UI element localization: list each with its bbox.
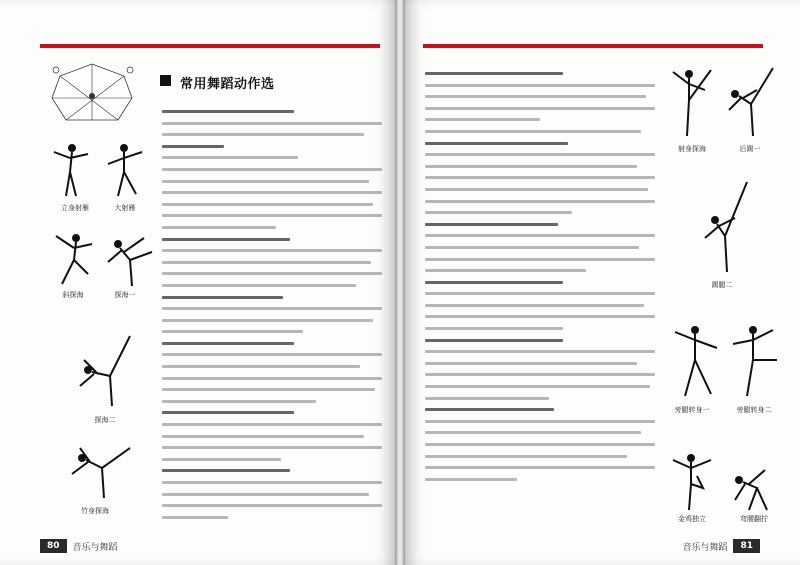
caption-turn-one: 旁腿转身一 (674, 406, 710, 414)
caption-turn-two: 旁腿转身二 (736, 406, 772, 414)
right-page (405, 0, 800, 565)
right-footer (682, 539, 760, 553)
figure-stand-shoot (48, 140, 96, 202)
caption-slant: 斜探海 (62, 291, 84, 299)
title-bullet-square (160, 75, 171, 86)
caption-ride-explore: 射身探海 (678, 145, 706, 153)
caption-explore-one: 探海一 (114, 291, 136, 299)
figure-side-explore (66, 440, 136, 504)
caption-stand: 立身射雁 (61, 204, 89, 212)
figure-bend-twist (727, 458, 783, 514)
figure-back-one (723, 64, 777, 140)
caption-bend-twist: 弯腰翻拧 (740, 515, 768, 523)
right-page-number: 81 (733, 539, 760, 553)
left-book-title: 音乐与舞蹈 (72, 542, 118, 553)
right-red-bar (423, 44, 763, 48)
figure-ride-explore (667, 64, 717, 140)
figure-turn-one (667, 320, 721, 400)
figure-big-jump (100, 140, 150, 202)
figure-explore-one (98, 230, 154, 290)
figure-turn-two (727, 320, 781, 400)
figure-back-two (695, 176, 755, 276)
caption-golden-rooster: 金鸡独立 (678, 515, 706, 523)
left-footer (40, 539, 118, 553)
left-page (0, 0, 395, 565)
figure-golden-rooster (667, 450, 717, 514)
left-text-column (162, 110, 382, 527)
book-gutter (395, 0, 405, 565)
figure-explore-two (74, 330, 140, 410)
caption-explore-two: 探海二 (94, 416, 116, 424)
figure-slant (48, 230, 98, 290)
section-title-text: 常用舞蹈动作选 (180, 77, 275, 92)
caption-back-one: 后踢一 (739, 145, 761, 153)
right-book-title: 音乐与舞蹈 (682, 542, 728, 553)
direction-diagram (46, 58, 138, 130)
caption-big-jump: 大射雁 (114, 204, 136, 212)
left-red-bar (40, 44, 380, 48)
section-title (160, 72, 380, 90)
caption-side-explore: 竹身探海 (81, 507, 109, 515)
left-page-number: 80 (40, 539, 67, 553)
caption-back-two: 踢腿二 (711, 281, 733, 289)
right-text-column (425, 72, 655, 489)
